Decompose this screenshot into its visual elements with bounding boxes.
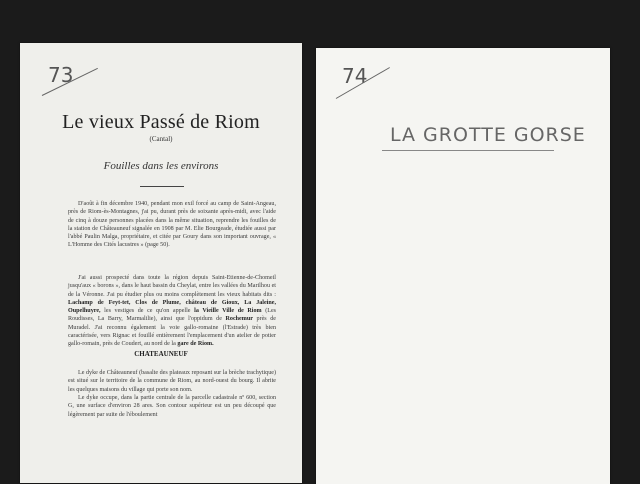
paragraph-1	[68, 200, 276, 250]
folio-number-left: 73	[48, 63, 74, 87]
document-title: Le vieux Passé de Riom	[62, 111, 260, 133]
para2-intro: J'ai aussi prospecté dans toute la région depuis Saint-Etienne-de-Chomeil jusqu'aux « borons », dans le haut bassin du Cheylat, entre les vallées du Marilhou et de la Véronne. J'ai pu étudier plus ou moins complètement les vieux habitats dits :	[68, 275, 276, 298]
para2-rochemur: Rochemur	[225, 316, 253, 323]
subheading-chateauneuf: CHATEAUNEUF	[134, 350, 188, 358]
para2-mid: les vestiges de ce qu'on appelle	[104, 308, 191, 314]
para2-tail: près de Muradel. J'ai reconnu également la voie gallo-romaine (l'Estrade) très bien caractérisée, vers Rignac et fouillé entièrement l'emplacement d'un atelier de potier gallo-romain, près de Coudert, au nord de la	[68, 316, 277, 347]
paragraph-2-text	[68, 274, 276, 348]
section-title: Fouilles dans les environs	[103, 160, 219, 172]
para2-gare: gare de Riom.	[177, 341, 214, 347]
para2-ville: la Vieille Ville de Riom	[194, 308, 262, 314]
paragraph-4	[68, 394, 276, 419]
title-underline	[382, 150, 554, 151]
paragraph-3	[68, 369, 276, 394]
paragraph-3-text: Le dyke de Châteauneuf (basalte des plateaux reposant sur la brèche trachytique) est situé sur le territoire de la commune de Riom, au nord-ouest du bourg. Il abrite les quelques maisons du village qui porte son nom.	[68, 370, 276, 393]
para2-end: (Les Roudisses, La Barry, Marmalilie), ainsi que l'oppidum de	[68, 308, 277, 323]
paragraph-2	[68, 274, 276, 348]
paragraph-4-text: Le dyke occupe, dans la partie centrale de la parcelle cadastrale nº 600, section G, une surface d'environ 28 ares. Son contour supérieur est un peu découpé que légèrement par suite de l'éboulement	[68, 395, 276, 418]
left-page	[20, 43, 302, 483]
title-rule	[140, 186, 184, 187]
handwritten-title: LA GROTTE GORSE	[390, 124, 586, 146]
right-page	[316, 48, 610, 484]
document-place: (Cantal)	[149, 135, 173, 143]
para2-sites: Lachamp de Feyt-tet, Clos de Plume, château de Gioux, La Jaleine, Oupelhuyre,	[68, 299, 276, 314]
paragraph-1-text: D'août à fin décembre 1940, pendant mon exil forcé au camp de Saint-Angeau, près de Riom-ès-Montagnes, j'ai pu, durant près de soixante après-midi, avec l'aide de cinq à douze personnes placées dans la même situation, reprendre les fouilles de la station de Châteauneuf signalée en 1908 par M. Elie Bourgeade, étudiée aussi par l'abbé Paulin Malga, propriétaire, et citée par Goury dans son important ouvrage, « L'Homme des Cités lacustres » (page 50).	[68, 201, 276, 249]
folio-number-right: 74	[342, 64, 368, 88]
